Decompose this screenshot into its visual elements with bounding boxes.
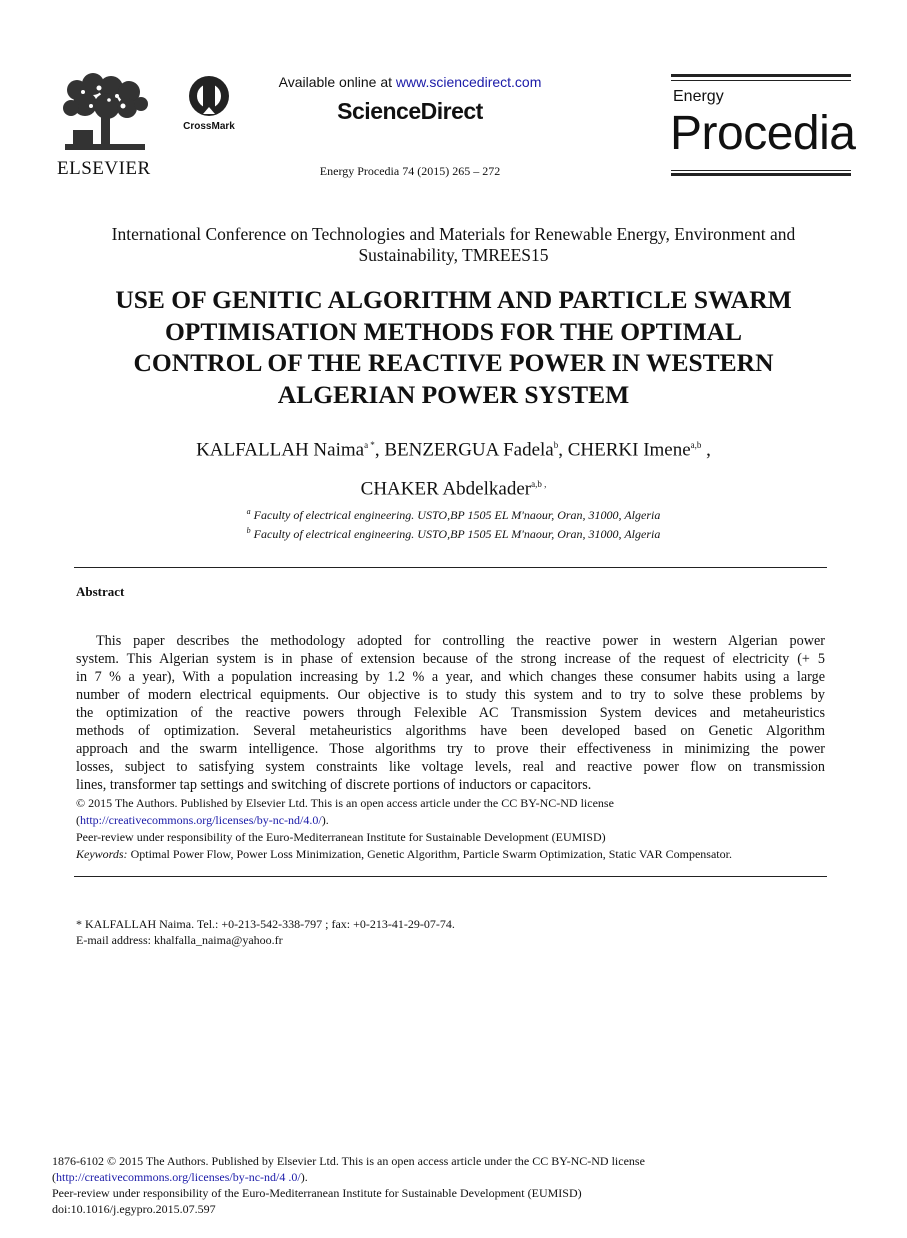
journal-name-main: Procedia <box>670 107 856 160</box>
peer-review-notice: Peer-review under responsibility of the Euro-Mediterranean Institute for Sustainable Development (EUMISD) <box>76 830 606 844</box>
sciencedirect-link[interactable]: www.sciencedirect.com <box>395 74 542 90</box>
author-2: , BENZERGUA Fadela <box>374 439 554 461</box>
affiliation-b <box>40 523 867 542</box>
abstract-line: in 7 % a year), With a population increasing by 1.2 % a year, and which changes these consumer habits using a large <box>76 669 825 685</box>
affiliation-b-mark: b <box>246 526 251 535</box>
elsevier-wordmark: ELSEVIER <box>57 158 151 179</box>
sciencedirect-wordmark: ScienceDirect <box>337 98 483 124</box>
journal-citation: Energy Procedia 74 (2015) 265 – 272 <box>319 164 501 178</box>
abstract-bottom-rule <box>74 876 827 877</box>
conference-line-2: Sustainability, TMREES15 <box>358 245 549 265</box>
paper-title <box>20 284 887 410</box>
conference-name <box>40 224 867 266</box>
author-3-affil: a,b <box>690 440 702 450</box>
author-list <box>40 428 867 507</box>
author-2-affil: b <box>553 440 559 450</box>
elsevier-logo <box>55 72 155 180</box>
footer-license-open: ( <box>52 1170 56 1184</box>
affiliation-a-mark: a <box>246 507 251 516</box>
procedia-rule-bottom2 <box>671 173 851 176</box>
crossmark-logo[interactable] <box>180 74 238 134</box>
author-3-tail: , <box>701 439 711 461</box>
author-4-affil: a,b , <box>531 479 547 490</box>
author-3: , CHERKI Imene <box>558 439 691 461</box>
title-line-2: OPTIMISATION METHODS FOR THE OPTIMAL <box>164 316 743 346</box>
keywords-line <box>76 846 825 863</box>
license-line <box>76 812 825 829</box>
crossmark-icon <box>186 74 232 118</box>
procedia-rule-bottom <box>671 170 851 171</box>
affiliation-a-text: Faculty of electrical engineering. USTO,BP 1505 EL M'naour, Oran, 31000, Algeria <box>250 508 661 522</box>
procedia-rule-top2 <box>671 80 851 81</box>
affiliations <box>40 504 867 542</box>
abstract-line: number of modern electrical equipments. Our objective is to study this system and to try to solve these problems by <box>76 687 825 703</box>
email-address: E-mail address: khalfalla_naima@yahoo.fr <box>76 933 283 947</box>
abstract-heading: Abstract <box>76 584 125 599</box>
abstract-line: This paper describes the methodology adopted for controlling the reactive power in western Algerian power <box>96 633 825 649</box>
abstract-line: methods of optimization. Several metaheuristics algorithms have been developed based on Genetic Algorithm <box>76 723 825 739</box>
abstract-line: the optimization of the reactive powers through Felexible AC Transmission System devices and metaheuristics <box>76 705 825 721</box>
author-line-2 <box>40 467 867 506</box>
license-open: ( <box>76 813 80 827</box>
available-prefix: Available online at <box>278 74 396 90</box>
keywords-text: Optimal Power Flow, Power Loss Minimization, Genetic Algorithm, Particle Swarm Optimization, Static VAR Compensator. <box>127 847 732 861</box>
abstract-top-rule <box>74 567 827 568</box>
footer-issn-copyright: 1876-6102 © 2015 The Authors. Published by Elsevier Ltd. This is an open access article under the CC BY-NC-ND license <box>52 1154 645 1168</box>
footer-license-link[interactable]: http://creativecommons.org/licenses/by-nc-nd/4 .0/ <box>56 1170 301 1184</box>
journal-name-top: Energy <box>673 88 724 105</box>
license-link[interactable]: http://creativecommons.org/licenses/by-nc-nd/4.0/ <box>80 813 322 827</box>
footer-peer-review: Peer-review under responsibility of the Euro-Mediterranean Institute for Sustainable Development (EUMISD) <box>52 1186 582 1200</box>
affiliation-b-text: Faculty of electrical engineering. USTO,BP 1505 EL M'naour, Oran, 31000, Algeria <box>250 527 661 541</box>
abstract-line: losses, subject to satisfying system constraints like voltage levels, real and reactive power flow on transmission <box>76 759 825 775</box>
author-1: KALFALLAH Naima <box>196 439 365 461</box>
abstract-body <box>76 632 825 794</box>
elsevier-tree-icon <box>55 72 155 160</box>
affiliation-a <box>40 504 867 523</box>
crossmark-label: CrossMark <box>183 121 235 132</box>
footer-doi: doi:10.1016/j.egypro.2015.07.597 <box>52 1202 216 1216</box>
available-online <box>240 74 580 90</box>
title-line-3: CONTROL OF THE REACTIVE POWER IN WESTERN <box>133 348 774 377</box>
author-line-1 <box>40 428 867 467</box>
corresponding-author: * KALFALLAH Naima. Tel.: +0-213-542-338-797 ; fax: +0-213-41-29-07-74. <box>76 917 455 931</box>
copyright-block <box>76 795 825 863</box>
copyright-notice: © 2015 The Authors. Published by Elsevier Ltd. This is an open access article under the CC BY-NC-ND license <box>76 796 614 810</box>
procedia-rule-top <box>671 74 851 77</box>
abstract-line: approach and the swarm intelligence. Those algorithms try to prove their effectiveness in minimizing the power <box>76 741 825 757</box>
author-4: CHAKER Abdelkader <box>360 478 532 500</box>
keywords-label: Keywords: <box>76 847 128 861</box>
author-1-affil: a * <box>364 440 375 450</box>
correspondence <box>76 916 825 948</box>
abstract-line: system. This Algerian system is in phase of extension because of the strong increase of the request of electricity (+ 5 <box>76 651 825 667</box>
abstract-line: lines, transformer tap settings and switching of discrete portions of inductors or capacitors. <box>76 777 592 793</box>
page-footer <box>52 1153 852 1217</box>
title-line-4: ALGERIAN POWER SYSTEM <box>277 379 630 409</box>
title-line-1: USE OF GENITIC ALGORITHM AND PARTICLE SWARM <box>115 285 792 314</box>
conference-line-1: International Conference on Technologies and Materials for Renewable Energy, Environment and <box>111 224 796 244</box>
footer-license-line <box>52 1169 852 1185</box>
footer-license-close: ). <box>300 1170 308 1184</box>
license-close: ). <box>321 813 329 827</box>
